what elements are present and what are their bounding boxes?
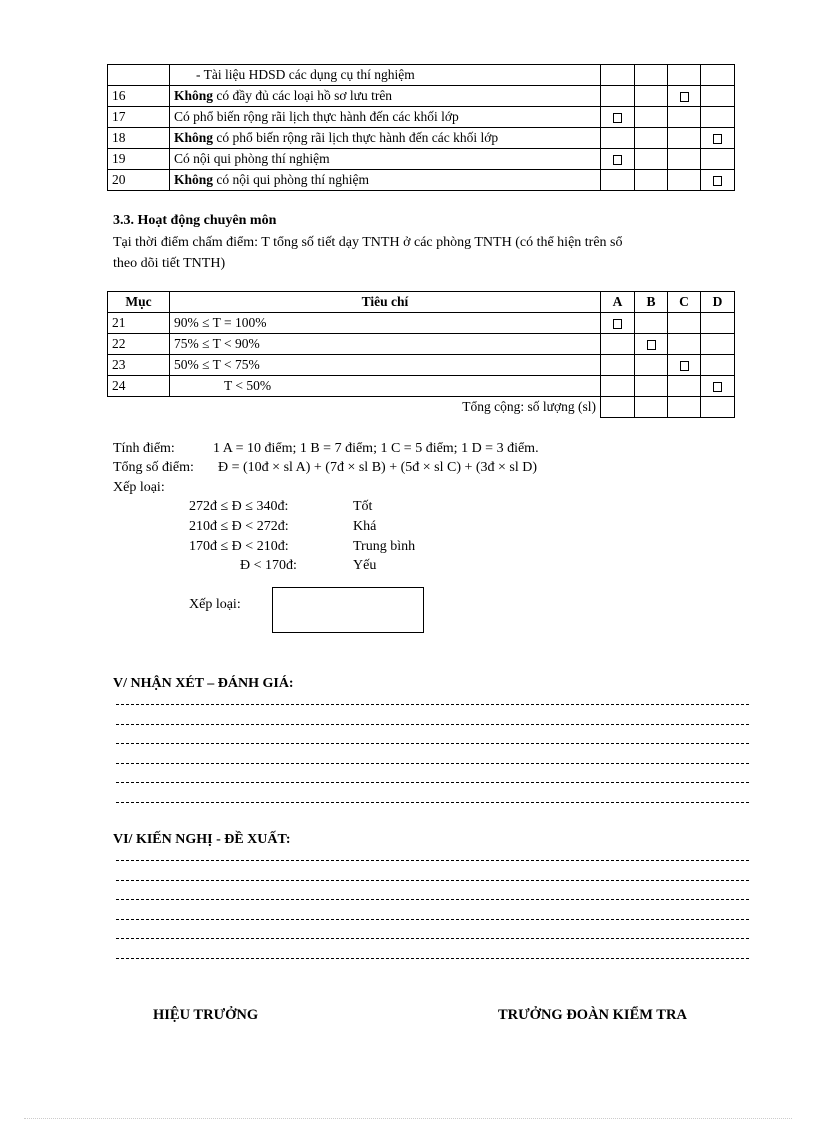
table-row — [108, 86, 735, 107]
check-cell-b[interactable] — [635, 170, 668, 191]
proposal-line[interactable] — [116, 880, 749, 881]
check-cell-c[interactable] — [668, 355, 701, 376]
total-row — [108, 397, 735, 418]
check-cell-b[interactable] — [635, 313, 668, 334]
check-cell-b[interactable] — [635, 149, 668, 170]
row-criteria — [170, 334, 601, 355]
comment-line[interactable] — [116, 724, 749, 725]
rank-range-3: 170đ ≤ Đ < 210đ: — [189, 539, 289, 554]
check-cell-d[interactable] — [701, 376, 735, 397]
header-c: C — [668, 292, 701, 313]
check-cell-b[interactable] — [635, 128, 668, 149]
header-d: D — [701, 292, 735, 313]
table-row — [108, 313, 735, 334]
row-text: 50% ≤ T < 75% — [174, 357, 260, 372]
checkbox-icon[interactable] — [680, 92, 689, 102]
rank-label-1: Tốt — [353, 499, 373, 514]
check-cell-d[interactable] — [701, 334, 735, 355]
row-number: 23 — [108, 355, 170, 376]
comment-line[interactable] — [116, 743, 749, 744]
row-text: 75% ≤ T < 90% — [174, 336, 260, 351]
check-cell-b[interactable] — [635, 107, 668, 128]
check-cell-a[interactable] — [601, 355, 635, 376]
rank-label-4: Yếu — [353, 558, 377, 573]
checkbox-icon[interactable] — [713, 382, 722, 392]
row-text: có phổ biến rộng rãi lịch thực hành đến các khối lớp — [213, 130, 499, 145]
check-cell-a[interactable] — [601, 86, 635, 107]
row-number — [108, 65, 170, 86]
check-cell-c[interactable] — [668, 334, 701, 355]
row-criteria — [170, 65, 601, 86]
check-cell-d[interactable] — [701, 107, 735, 128]
checkbox-icon[interactable] — [713, 134, 722, 144]
section-6-title: VI/ KIẾN NGHỊ - ĐỀ XUẤT: — [113, 832, 291, 847]
tong-diem-label: Tổng số điểm: — [113, 460, 194, 475]
total-b — [635, 397, 668, 418]
header-a: A — [601, 292, 635, 313]
page-bottom-divider — [24, 1118, 792, 1119]
section-3-3-desc-line2: theo dõi tiết TNTH) — [113, 256, 226, 271]
row-number: 18 — [108, 128, 170, 149]
total-a — [601, 397, 635, 418]
proposal-line[interactable] — [116, 958, 749, 959]
table-row — [108, 149, 735, 170]
row-criteria — [170, 376, 601, 397]
rank-range-1: 272đ ≤ Đ ≤ 340đ: — [189, 499, 289, 514]
checkbox-icon[interactable] — [680, 361, 689, 371]
row-text: 90% ≤ T = 100% — [174, 315, 267, 330]
row-criteria — [170, 313, 601, 334]
checkbox-icon[interactable] — [613, 155, 622, 165]
tong-diem-value: Đ = (10đ × sl A) + (7đ × sl B) + (5đ × sl C) + (3đ × sl D) — [218, 460, 538, 475]
check-cell-b[interactable] — [635, 376, 668, 397]
check-cell-a[interactable] — [601, 170, 635, 191]
row-criteria — [170, 86, 601, 107]
criteria-table-1 — [107, 64, 735, 191]
comment-line[interactable] — [116, 763, 749, 764]
rank-label-2: Khá — [353, 519, 377, 534]
header-muc: Mục — [108, 292, 170, 313]
rank-box-label: Xếp loại: — [189, 597, 241, 612]
table-header-row — [108, 292, 735, 313]
header-b: B — [635, 292, 668, 313]
row-text: - Tài liệu HDSD các dụng cụ thí nghiệm — [196, 67, 415, 82]
check-cell-a[interactable] — [601, 376, 635, 397]
check-cell-a[interactable] — [601, 107, 635, 128]
table-row — [108, 376, 735, 397]
xep-loai-label: Xếp loại: — [113, 480, 165, 495]
check-cell-c[interactable] — [668, 107, 701, 128]
row-criteria — [170, 128, 601, 149]
row-number: 21 — [108, 313, 170, 334]
row-negation: Không — [174, 88, 214, 103]
row-text: có đầy đủ các loại hồ sơ lưu trên — [213, 88, 393, 103]
checkbox-icon[interactable] — [713, 176, 722, 186]
rank-range-2: 210đ ≤ Đ < 272đ: — [189, 519, 289, 534]
check-cell-d[interactable] — [701, 170, 735, 191]
proposal-line[interactable] — [116, 938, 749, 939]
checkbox-icon[interactable] — [613, 319, 622, 329]
check-cell-a[interactable] — [601, 65, 635, 86]
row-number: 20 — [108, 170, 170, 191]
section-5-title: V/ NHẬN XÉT – ĐÁNH GIÁ: — [113, 676, 294, 691]
checkbox-icon[interactable] — [613, 113, 622, 123]
check-cell-b[interactable] — [635, 65, 668, 86]
check-cell-a[interactable] — [601, 149, 635, 170]
rank-label-3: Trung bình — [353, 539, 416, 554]
check-cell-c[interactable] — [668, 149, 701, 170]
check-cell-c[interactable] — [668, 170, 701, 191]
row-negation: Không — [174, 172, 214, 187]
section-3-3-desc-line1: Tại thời điểm chấm điểm: T tổng số tiết dạy TNTH ở các phòng TNTH (có thể hiện trên sổ — [113, 235, 623, 250]
total-label: Tổng cộng: số lượng (sl) — [170, 397, 601, 418]
signature-inspection-head: TRƯỞNG ĐOÀN KIỂM TRA — [498, 1007, 687, 1023]
rank-range-4: Đ < 170đ: — [240, 558, 297, 573]
table-row — [108, 128, 735, 149]
signature-principal: HIỆU TRƯỞNG — [153, 1007, 259, 1023]
check-cell-c[interactable] — [668, 128, 701, 149]
proposal-line[interactable] — [116, 899, 749, 900]
check-cell-c[interactable] — [668, 65, 701, 86]
criteria-table-2 — [107, 291, 735, 418]
row-criteria — [170, 355, 601, 376]
proposal-line[interactable] — [116, 919, 749, 920]
check-cell-c[interactable] — [668, 376, 701, 397]
row-criteria — [170, 149, 601, 170]
check-cell-d[interactable] — [701, 65, 735, 86]
row-text: Có nội qui phòng thí nghiệm — [174, 151, 330, 166]
row-text: T < 50% — [224, 378, 272, 393]
row-negation: Không — [174, 130, 214, 145]
checkbox-icon[interactable] — [647, 340, 656, 350]
header-tieu-chi: Tiêu chí — [170, 292, 601, 313]
row-text: Có phổ biến rộng rãi lịch thực hành đến các khối lớp — [174, 109, 459, 124]
check-cell-a[interactable] — [601, 313, 635, 334]
rank-result-box[interactable] — [272, 587, 424, 633]
table-row — [108, 170, 735, 191]
check-cell-d[interactable] — [701, 86, 735, 107]
row-criteria — [170, 107, 601, 128]
check-cell-d[interactable] — [701, 313, 735, 334]
check-cell-c[interactable] — [668, 313, 701, 334]
check-cell-d[interactable] — [701, 149, 735, 170]
tinh-diem-label: Tính điểm: — [113, 441, 175, 456]
check-cell-b[interactable] — [635, 86, 668, 107]
comment-line[interactable] — [116, 782, 749, 783]
row-number: 16 — [108, 86, 170, 107]
total-d — [701, 397, 735, 418]
check-cell-a[interactable] — [601, 128, 635, 149]
row-number: 19 — [108, 149, 170, 170]
comment-line[interactable] — [116, 802, 749, 803]
section-3-3-title: 3.3. Hoạt động chuyên môn — [113, 213, 277, 228]
proposal-line[interactable] — [116, 860, 749, 861]
table-row — [108, 107, 735, 128]
check-cell-d[interactable] — [701, 128, 735, 149]
total-c — [668, 397, 701, 418]
tinh-diem-value: 1 A = 10 điểm; 1 B = 7 điểm; 1 C = 5 điểm; 1 D = 3 điểm. — [213, 441, 539, 456]
row-criteria — [170, 170, 601, 191]
table-row — [108, 355, 735, 376]
row-text: có nội qui phòng thí nghiệm — [213, 172, 370, 187]
table-row — [108, 65, 735, 86]
check-cell-b[interactable] — [635, 334, 668, 355]
row-number: 22 — [108, 334, 170, 355]
row-number: 17 — [108, 107, 170, 128]
check-cell-a[interactable] — [601, 334, 635, 355]
check-cell-b[interactable] — [635, 355, 668, 376]
check-cell-c[interactable] — [668, 86, 701, 107]
check-cell-d[interactable] — [701, 355, 735, 376]
table-row — [108, 334, 735, 355]
row-number: 24 — [108, 376, 170, 397]
comment-line[interactable] — [116, 704, 749, 705]
